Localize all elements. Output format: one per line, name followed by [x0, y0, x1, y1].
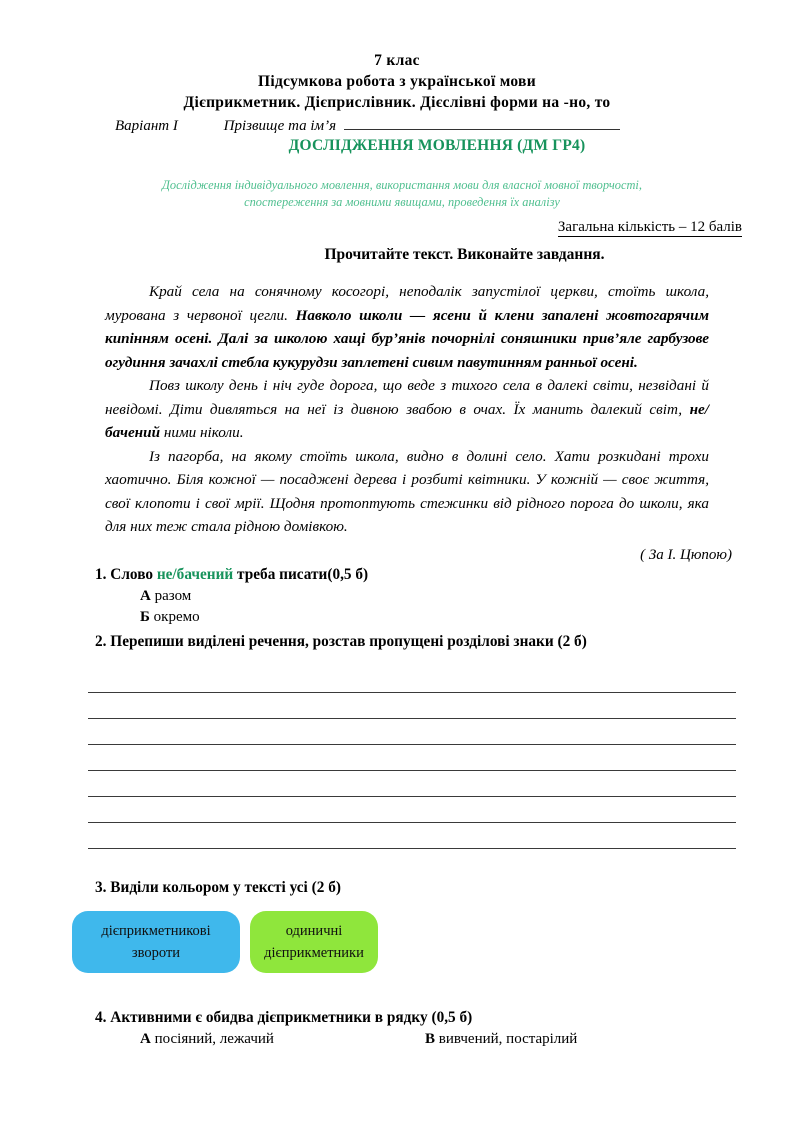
passage-paragraph-2 [105, 374, 709, 445]
passage-p2-plain-b: ними ніколи. [160, 424, 244, 441]
question-1-suffix: треба писати(0,5 б) [233, 565, 369, 583]
question-4-option-v[interactable] [425, 1029, 577, 1050]
legend-box-participial-phrases[interactable]: дієприкметникові звороти [72, 911, 240, 973]
option-key-v: В [425, 1030, 436, 1047]
answer-line[interactable] [88, 745, 736, 771]
variant-and-name-row [0, 116, 794, 136]
total-points-text: Загальна кількість – 12 балів [557, 219, 742, 235]
page-title: Підсумкова робота з української мови [258, 73, 536, 90]
question-4-options [0, 1029, 794, 1050]
question-2: 2. Перепиши виділені речення, розстав пропущені розділові знаки (2 б) [95, 632, 587, 650]
answer-line[interactable] [88, 693, 736, 719]
answer-line[interactable] [88, 719, 736, 745]
student-name-input[interactable] [344, 117, 620, 130]
option-key-b: Б [140, 608, 150, 625]
variant-label: Варіант І [115, 118, 178, 134]
topic-title: Дієприкметник. Дієприслівник. Дієслівні форми на -но, то [183, 94, 611, 111]
question-1 [0, 564, 794, 586]
passage-p1-bold: Навколо школи — ясени й клени запалені жовтогарячим кипінням осені. Далі за школою хащі бур’янів почорнілі соняшники прив’яле гарбузове огудиння зачахлі стебла кукурудзи заплетені сивим павутинням ранньої осені. [105, 306, 710, 371]
option-text-a: посіяний, лежачий [150, 1030, 274, 1047]
question-1-option-a[interactable] [0, 586, 794, 607]
student-name-label: Прізвище та ім’я [223, 118, 337, 134]
total-points [0, 219, 794, 236]
reading-passage [0, 280, 794, 539]
question-4-option-a[interactable] [140, 1029, 425, 1050]
passage-paragraph-1 [105, 280, 709, 374]
option-key-a: А [140, 587, 151, 604]
answer-line[interactable] [88, 771, 736, 797]
passage-p1-plain: Край села на сонячному косогорі, неподалік запустілої церкви, стоїть школа, мурована з червоної цегли. [105, 283, 709, 324]
answer-line[interactable] [88, 667, 736, 693]
passage-paragraph-3: Із пагорба, на якому стоїть школа, видно в долині село. Хати розкидані трохи хаотично. Біля кожної — посаджені дерева і розбиті квітники. У кожній — своє життя, свої клопоти і свої мрії. Щодня протоптують стежинки від рідного порога до школи, яка для них теж стала рідною домівкою. [105, 447, 709, 535]
instruction-text: Прочитайте текст. Виконайте завдання. [324, 246, 605, 263]
passage-p2-bold: не/бачений [105, 400, 709, 441]
answer-line[interactable] [88, 823, 736, 849]
color-legend-boxes [0, 911, 794, 973]
question-3: 3. Виділи кольором у тексті усі (2 б) [95, 878, 341, 896]
question-1-prefix: 1. Слово [95, 565, 157, 583]
question-1-option-b[interactable] [0, 607, 794, 628]
answer-lines-question-2 [0, 667, 794, 849]
grade-title: 7 клас [374, 52, 420, 69]
question-1-green-word: не/бачений [156, 565, 234, 583]
answer-line[interactable] [88, 797, 736, 823]
option-text-v: вивчений, постарілий [435, 1030, 578, 1047]
section-title-green: ДОСЛІДЖЕННЯ МОВЛЕННЯ (ДМ ГР4) [288, 137, 586, 154]
passage-p2-plain-a: Повз школу день і ніч гуде дорога, що веде з тихого села в далекі світи, незвідані й невідомі. Діти дивляться на неї із дивною звабою в очах. Їх манить далекий світ, [105, 377, 709, 418]
option-key-a: А [140, 1030, 151, 1047]
option-text-b: окремо [149, 608, 200, 625]
section-subtitle-green: Дослідження індивідуального мовлення, використання мови для власної мовної творчості, спостереження за мовними явищами, проведення їх аналізу [162, 178, 642, 209]
passage-source: ( За І. Цюпою) [640, 546, 732, 563]
document-header [0, 0, 794, 264]
legend-box-single-participles[interactable]: одиничні дієприкметники [250, 911, 378, 973]
option-text-a: разом [150, 587, 192, 604]
question-4: 4. Активними є обидва дієприкметники в рядку (0,5 б) [95, 1008, 473, 1026]
